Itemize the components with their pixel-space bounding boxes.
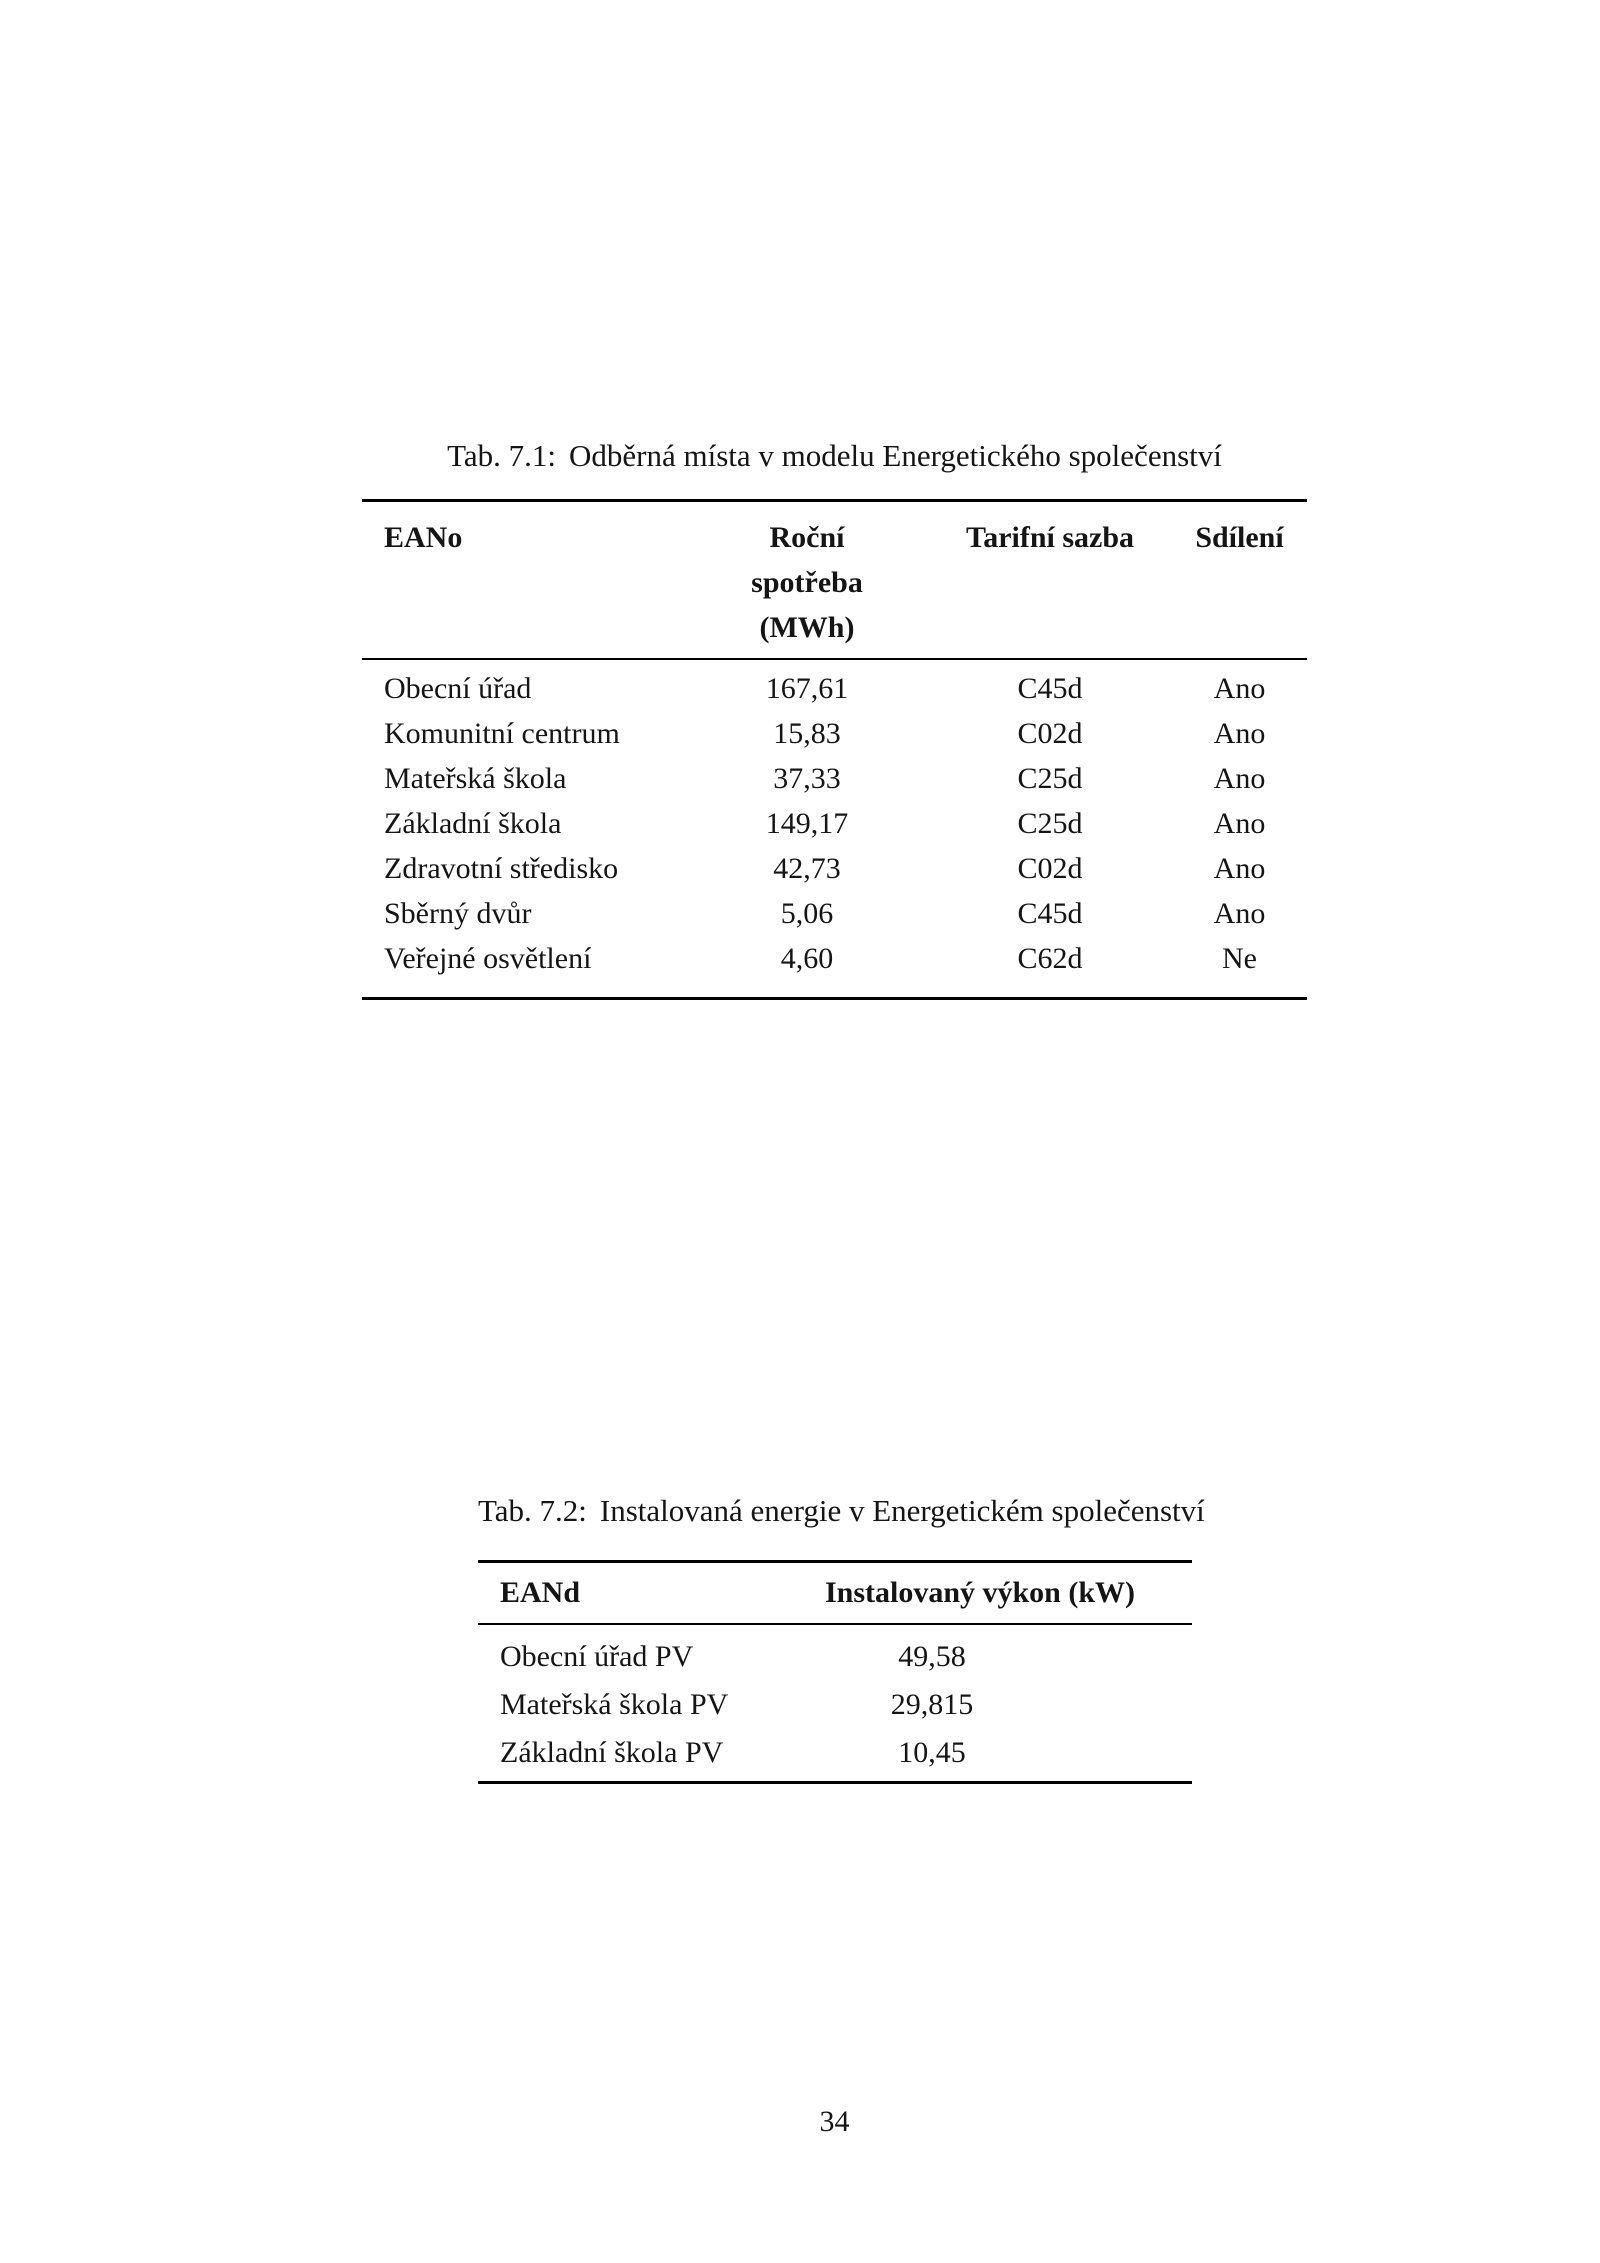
table-7-2-caption-label: Tab. 7.2: xyxy=(478,1493,587,1528)
column-header-sdileni: Sdílení xyxy=(1195,521,1284,554)
cell-eano: Komunitní centrum xyxy=(384,717,620,750)
cell-sdileni: Ano xyxy=(1213,807,1266,840)
page-number: 34 xyxy=(819,2105,850,2138)
column-header-tarifni-sazba: Tarifní sazba xyxy=(965,521,1135,554)
cell-eand: Základní škola PV xyxy=(500,1736,724,1769)
table-7-2-body xyxy=(478,1625,1192,1781)
table-7-1-caption-label: Tab. 7.1: xyxy=(447,438,557,473)
table-7-2-caption xyxy=(478,1492,1205,1530)
cell-spotreba: 167,61 xyxy=(765,672,849,705)
table-row xyxy=(362,936,1307,981)
cell-sdileni: Ano xyxy=(1213,897,1266,930)
column-header-line: spotřeba xyxy=(751,566,863,599)
table-7-2 xyxy=(478,1560,1192,1784)
table-row xyxy=(362,891,1307,936)
column-header-instalovany-vykon: Instalovaný výkon (kW) xyxy=(824,1576,1136,1609)
cell-spotreba: 37,33 xyxy=(773,762,841,795)
cell-sazba: C25d xyxy=(1017,762,1083,795)
table-7-1-caption-text: Odběrná místa v modelu Energetického společenství xyxy=(569,438,1222,473)
cell-sdileni: Ano xyxy=(1213,762,1266,795)
cell-sazba: C45d xyxy=(1017,897,1083,930)
cell-eano: Zdravotní středisko xyxy=(384,852,619,885)
table-7-1-header-row xyxy=(362,502,1307,660)
cell-spotreba: 42,73 xyxy=(773,852,841,885)
table-7-1 xyxy=(362,499,1307,1000)
cell-sazba: C02d xyxy=(1017,717,1083,750)
cell-sazba: C62d xyxy=(1017,942,1083,975)
table-7-2-header-row xyxy=(478,1563,1192,1625)
table-row xyxy=(478,1729,1192,1777)
cell-spotreba: 4,60 xyxy=(780,942,834,975)
cell-sdileni: Ano xyxy=(1213,852,1266,885)
cell-eano: Obecní úřad xyxy=(384,672,532,705)
cell-eand: Mateřská škola PV xyxy=(500,1688,729,1721)
table-7-1-body xyxy=(362,660,1307,997)
table-7-2-caption-text: Instalovaná energie v Energetickém společenství xyxy=(599,1493,1205,1528)
table-row xyxy=(478,1633,1192,1681)
cell-sdileni: Ano xyxy=(1213,717,1266,750)
cell-vykon: 49,58 xyxy=(898,1640,966,1673)
cell-eand: Obecní úřad PV xyxy=(500,1640,694,1673)
table-row xyxy=(362,666,1307,711)
table-row xyxy=(362,846,1307,891)
cell-eano: Sběrný dvůr xyxy=(384,897,532,930)
table-7-1-caption xyxy=(362,437,1307,475)
cell-sdileni: Ano xyxy=(1213,672,1266,705)
column-header-eand: EANd xyxy=(500,1576,581,1609)
cell-spotreba: 149,17 xyxy=(765,807,849,840)
cell-sazba: C45d xyxy=(1017,672,1083,705)
cell-vykon: 10,45 xyxy=(898,1736,966,1769)
cell-spotreba: 15,83 xyxy=(773,717,841,750)
table-row xyxy=(362,801,1307,846)
table-row xyxy=(478,1681,1192,1729)
cell-sazba: C25d xyxy=(1017,807,1083,840)
table-row xyxy=(362,756,1307,801)
cell-vykon: 29,815 xyxy=(890,1688,974,1721)
cell-eano: Veřejné osvětlení xyxy=(384,942,592,975)
column-header-rocni-spotreba xyxy=(612,515,1002,650)
cell-spotreba: 5,06 xyxy=(780,897,834,930)
column-header-line: (MWh) xyxy=(759,611,855,644)
cell-eano: Základní škola xyxy=(384,807,562,840)
cell-eano: Mateřská škola xyxy=(384,762,567,795)
table-row xyxy=(362,711,1307,756)
cell-sdileni: Ne xyxy=(1222,942,1257,975)
cell-sazba: C02d xyxy=(1017,852,1083,885)
column-header-line: Roční xyxy=(769,521,845,554)
column-header-eano: EANo xyxy=(384,521,463,554)
